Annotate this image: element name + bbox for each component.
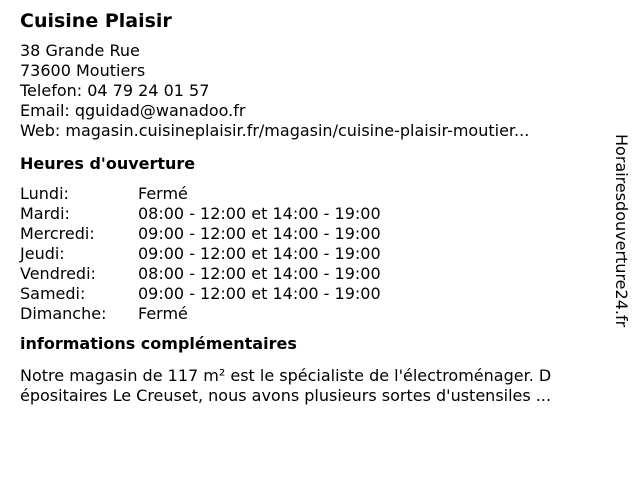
business-name: Cuisine Plaisir xyxy=(20,10,172,32)
day-label: Mardi: xyxy=(20,204,70,223)
day-hours: 08:00 - 12:00 et 14:00 - 19:00 xyxy=(138,264,381,283)
description-line: épositaires Le Creuset, nous avons plusieurs sortes d'ustensiles ... xyxy=(20,386,552,405)
hours-row xyxy=(20,264,610,284)
day-label: Samedi: xyxy=(20,284,86,303)
city-postcode: 73600 Moutiers xyxy=(20,61,146,80)
hours-row xyxy=(20,224,610,244)
website-link[interactable]: Web: magasin.cuisineplaisir.fr/magasin/cuisine-plaisir-moutier... xyxy=(20,121,530,140)
phone-number: Telefon: 04 79 24 01 57 xyxy=(20,81,210,100)
day-label: Mercredi: xyxy=(20,224,95,243)
day-hours: 09:00 - 12:00 et 14:00 - 19:00 xyxy=(138,284,381,303)
info-description xyxy=(20,366,610,406)
hours-row xyxy=(20,304,610,324)
description-line: Notre magasin de 117 m² est le spécialiste de l'électroménager. D xyxy=(20,366,552,385)
hours-table xyxy=(20,184,610,324)
street-address: 38 Grande Rue xyxy=(20,41,140,60)
email-address: Email: qguidad@wanadoo.fr xyxy=(20,101,246,120)
day-label: Vendredi: xyxy=(20,264,96,283)
day-hours: 09:00 - 12:00 et 14:00 - 19:00 xyxy=(138,244,381,263)
info-heading: informations complémentaires xyxy=(20,334,297,353)
site-watermark: Horairesdouverture24.fr xyxy=(612,134,631,328)
day-hours: 09:00 - 12:00 et 14:00 - 19:00 xyxy=(138,224,381,243)
hours-row xyxy=(20,284,610,304)
day-label: Jeudi: xyxy=(20,244,65,263)
hours-row xyxy=(20,244,610,264)
day-label: Dimanche: xyxy=(20,304,107,323)
business-card xyxy=(20,0,610,406)
day-hours: 08:00 - 12:00 et 14:00 - 19:00 xyxy=(138,204,381,223)
day-hours: Fermé xyxy=(138,304,188,323)
hours-row xyxy=(20,204,610,224)
hours-row xyxy=(20,184,610,204)
day-label: Lundi: xyxy=(20,184,69,203)
day-hours: Fermé xyxy=(138,184,188,203)
hours-heading: Heures d'ouverture xyxy=(20,154,196,173)
contact-block xyxy=(20,41,610,141)
